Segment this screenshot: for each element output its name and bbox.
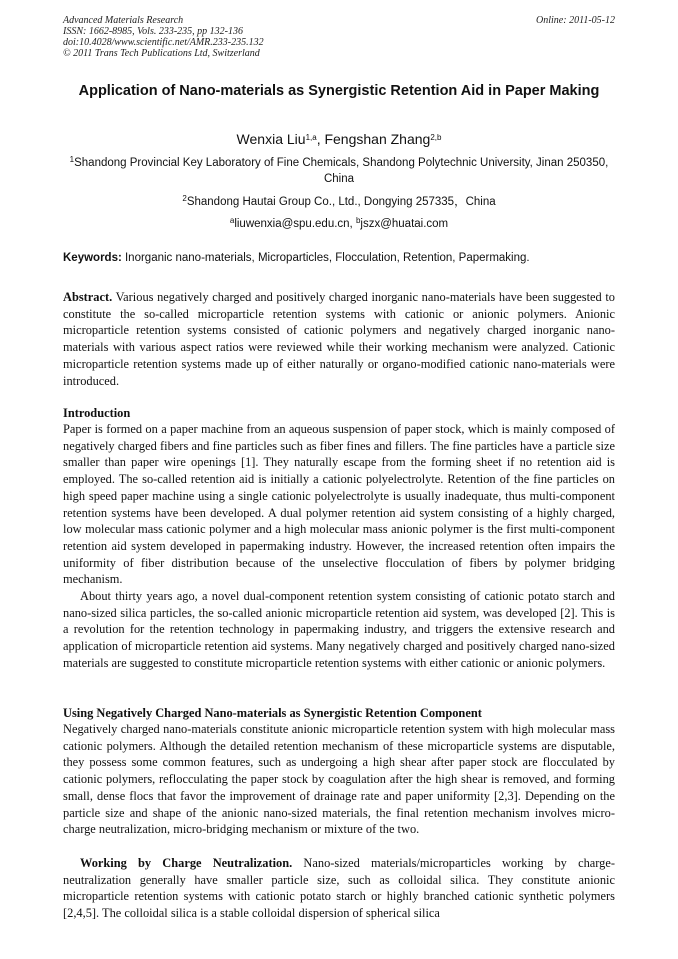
body-paragraph: Negatively charged nano-materials constitute anionic microparticle retention system with high molecular mass cationic polymers. Although the detailed retention mechanism of these microparticle systems are disputable, they possess some common features, such as undergoing a high shear after paper stock are flocculated by cationic polymers, reflocculating the paper stock by coagulation after the high shear is removed, and forming small, dense flocs that favor the improvement of drainage rate and paper uniformity [2,3]. Depending on the particle size and shape of the anionic nano-sized materials, the final retention mechanism involves micro-charge neutralization, micro-bridging mechanism or mixture of the two. [63, 722, 615, 837]
online-date: Online: 2011-05-12 [536, 15, 615, 26]
affiliation-2 [63, 194, 615, 210]
affiliation-text: Shandong Hautai Group Co., Ltd., Dongying 257335，China [186, 196, 496, 208]
paragraph-text: Nano-sized materials/microparticles working by charge-neutralization generally have smaller particle size, such as colloidal silica. They constitute anionic microparticle retention systems with cationic potato starch or highly branched cationic synthetic polymers [2,4,5]. The colloidal silica is a stable colloidal dispersion of spherical silica [63, 856, 615, 921]
copyright-line: © 2011 Trans Tech Publications Ltd, Switzerland [63, 48, 260, 59]
paper-title: Application of Nano-materials as Synergistic Retention Aid in Paper Making [78, 83, 600, 99]
body-paragraph: About thirty years ago, a novel dual-component retention system consisting of cationic potato starch and nano-sized silica particles, the so-called anionic microparticle retention aid system, was developed [2]. This is a revolution for the retention technology in papermaking industry, and triggers the extensive research and application of microparticle retention aid systems. Many negatively charged and positively charged nano-sized materials are suggested to constitute microparticle retention systems with either cationic or anionic polymers. [63, 589, 615, 670]
keywords-text: Inorganic nano-materials, Microparticles, Flocculation, Retention, Papermaking. [121, 252, 530, 264]
body-paragraph [63, 855, 615, 922]
email-link[interactable]: jszx@huatai.com [360, 218, 449, 230]
abstract-label: Abstract. [63, 290, 113, 304]
affiliation-marker: 1 [69, 155, 75, 164]
affiliation-marker: 2 [182, 194, 187, 203]
keywords-line [63, 250, 615, 266]
section-heading: Introduction [63, 406, 131, 420]
email-marker: b [355, 216, 361, 225]
email-marker: a [229, 216, 235, 225]
journal-name: Advanced Materials Research [63, 15, 184, 26]
affiliation-1 [63, 155, 615, 187]
abstract-text: Various negatively charged and positively charged inorganic nano-materials have been suggested to constitute the so-called microparticle retention systems with cationic or anionic polymers. Anionic microparticle retention systems consisted of cationic polymers and negatively charged inorganic nano-materials with various aspect ratios were reviewed while their working mechanism were analyzed. Cationic microparticle retention systems made up of either naturally or organo-modified cationic nano-materials were introduced. [63, 290, 615, 388]
run-in-heading: Working by Charge Neutralization. [80, 856, 293, 870]
email-link[interactable]: liuwenxia@spu.edu.cn, [234, 218, 356, 230]
author-affil-marker: 1,a [305, 133, 317, 142]
abstract-paragraph [63, 289, 615, 389]
section-heading: Using Negatively Charged Nano-materials as Synergistic Retention Component [63, 706, 482, 720]
keywords-label: Keywords: [63, 252, 122, 264]
author-name: Wenxia Liu [236, 131, 306, 147]
author-name: Fengshan Zhang [324, 131, 431, 147]
journal-header [63, 15, 615, 59]
email-line [63, 216, 615, 232]
body-paragraph: Paper is formed on a paper machine from an aqueous suspension of paper stock, which is mainly composed of negatively charged fibers and fine particles such as fiber fines and fillers. The fine particles have a particle size smaller than paper wire openings [1]. They naturally escape from the forming sheet if no retention aid is employed. The so-called retention aid is initially a cationic polyelectrolyte. Retention of the fine particles on high speed paper machine using a single cationic polyelectrolyte is usually inadequate, thus multi-component retention systems have been developed. A dual polymer retention aid system consisting of a highly charged, low molecular mass cationic polymer and a high molecular mass anionic polymer is the first multi-component retention aid system developed in papermaking industry. However, the increased retention often impairs the uniformity of fiber distribution because of the unselective flocculation of fibers by polymer bridging mechanism. [63, 422, 615, 587]
doi-line: doi:10.4028/www.scientific.net/AMR.233-235.132 [63, 37, 264, 48]
author-affil-marker: 2,b [430, 133, 442, 142]
author-separator: , [316, 131, 325, 147]
author-line [63, 130, 615, 148]
issn-line: ISSN: 1662-8985, Vols. 233-235, pp 132-136 [63, 26, 243, 37]
affiliation-text: Shandong Provincial Key Laboratory of Fine Chemicals, Shandong Polytechnic University, Jinan 250350, China [74, 157, 609, 185]
